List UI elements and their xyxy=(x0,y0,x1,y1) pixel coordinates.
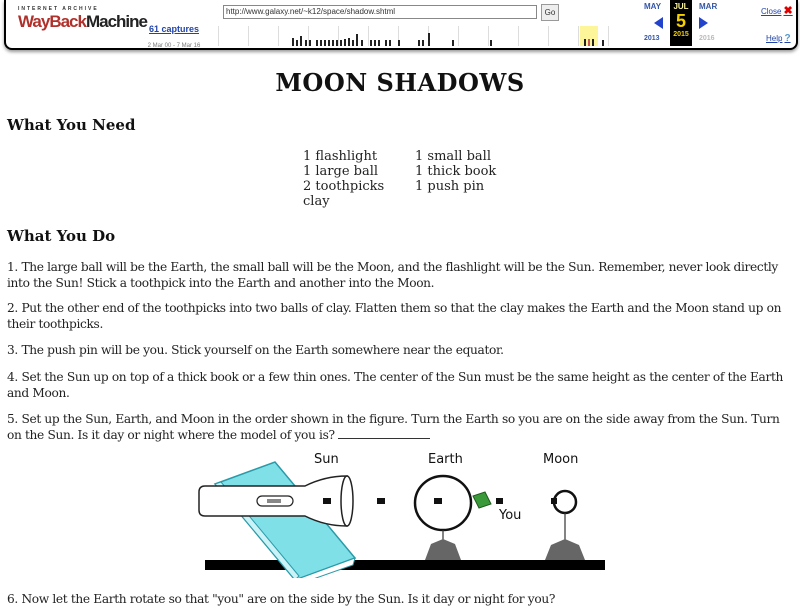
do-heading: What You Do xyxy=(7,227,116,245)
go-button[interactable]: Go xyxy=(541,4,559,21)
close-button[interactable] xyxy=(761,4,793,17)
figure-illustration xyxy=(195,448,615,578)
wayback-logo[interactable] xyxy=(18,6,147,38)
material-item: 1 thick book xyxy=(415,164,497,179)
prev-year-wrap xyxy=(644,35,660,42)
prev-arrow-icon[interactable] xyxy=(654,17,663,29)
page-title: MOON SHADOWS xyxy=(275,68,525,97)
captures-info xyxy=(138,24,210,52)
next-year-wrap xyxy=(699,35,715,42)
captures-link[interactable]: 61 captures xyxy=(148,24,200,34)
step-6: 6. Now let the Earth rotate so that "you" are on the side by the Sun. Is it day or night for you? xyxy=(7,592,556,606)
current-year: 2015 xyxy=(673,31,689,38)
prev-month[interactable]: MAY xyxy=(644,2,662,11)
answer-blank xyxy=(338,427,430,439)
need-heading: What You Need xyxy=(7,116,136,134)
logo-wayback-machine-text xyxy=(18,12,147,32)
you-label: You xyxy=(499,508,522,523)
material-item: 1 large ball xyxy=(303,164,379,179)
logo-way: Way xyxy=(18,12,50,31)
push-pin-you-icon xyxy=(473,492,503,508)
next-arrow-icon[interactable] xyxy=(699,17,708,29)
materials-col-2 xyxy=(415,149,496,194)
step-5-text: 5. Set up the Sun, Earth, and Moon in the order shown in the figure. Turn the Earth so you are on the side away from the Sun. Turn on the Sun. Is it day or night where the model of you is? xyxy=(7,412,780,442)
current-day: 5 xyxy=(675,11,686,31)
wayback-toolbar xyxy=(4,0,798,50)
materials-col-1 xyxy=(303,149,384,209)
material-item: 1 small ball xyxy=(415,149,491,164)
captures-range: 2 Mar 00 - 7 Mar 16 xyxy=(147,43,201,49)
step-1: 1. The large ball will be the Earth, the small ball will be the Moon, and the flashlight will be the Sun. Remember, never look directly into the Sun! Stick a toothpick into the Earth and another into the Moon. xyxy=(7,260,778,290)
next-year: 2016 xyxy=(699,35,715,42)
help-button[interactable] xyxy=(766,33,791,44)
help-icon[interactable]: ? xyxy=(784,33,791,44)
url-input[interactable]: http://www.galaxy.net/~k12/space/shadow.shtml xyxy=(223,5,537,19)
next-capture[interactable] xyxy=(699,0,717,11)
material-item: 1 push pin xyxy=(415,179,485,194)
prev-year[interactable]: 2013 xyxy=(644,35,660,42)
step-2: 2. Put the other end of the toothpicks into two balls of clay. Flatten them so that the clay makes the Earth and the Moon stand up on their toothpicks. xyxy=(7,301,782,331)
table-surface xyxy=(205,560,605,570)
step-3: 3. The push pin will be you. Stick yourself on the Earth somewhere near the equator. xyxy=(7,343,504,357)
earth-icon xyxy=(415,476,471,560)
earth-label: Earth xyxy=(428,452,463,467)
logo-back: Back xyxy=(49,12,86,31)
current-month: JUL xyxy=(673,2,689,11)
step-4: 4. Set the Sun up on top of a thick book or a few thin ones. The center of the Sun must be the same height as the center of the Earth and Moon. xyxy=(7,370,784,400)
moon-label: Moon xyxy=(543,452,579,467)
sun-label: Sun xyxy=(314,452,339,467)
moon-icon xyxy=(545,491,585,560)
current-capture xyxy=(670,0,692,46)
close-icon[interactable]: ✖ xyxy=(783,5,793,17)
logo-machine: Machine xyxy=(85,12,147,31)
next-month[interactable]: MAR xyxy=(699,2,718,11)
sun-earth-moon-figure xyxy=(195,448,615,578)
help-label[interactable]: Help xyxy=(766,34,783,43)
material-item: 2 toothpicks xyxy=(303,179,385,194)
material-item: clay xyxy=(303,194,330,209)
material-item: 1 flashlight xyxy=(303,149,378,164)
prev-capture[interactable] xyxy=(644,0,661,11)
capture-sparkline[interactable] xyxy=(218,24,638,46)
close-label[interactable]: Close xyxy=(761,7,782,16)
logo-internet-archive-text: INTERNET ARCHIVE xyxy=(18,6,99,12)
step-5 xyxy=(7,411,797,443)
